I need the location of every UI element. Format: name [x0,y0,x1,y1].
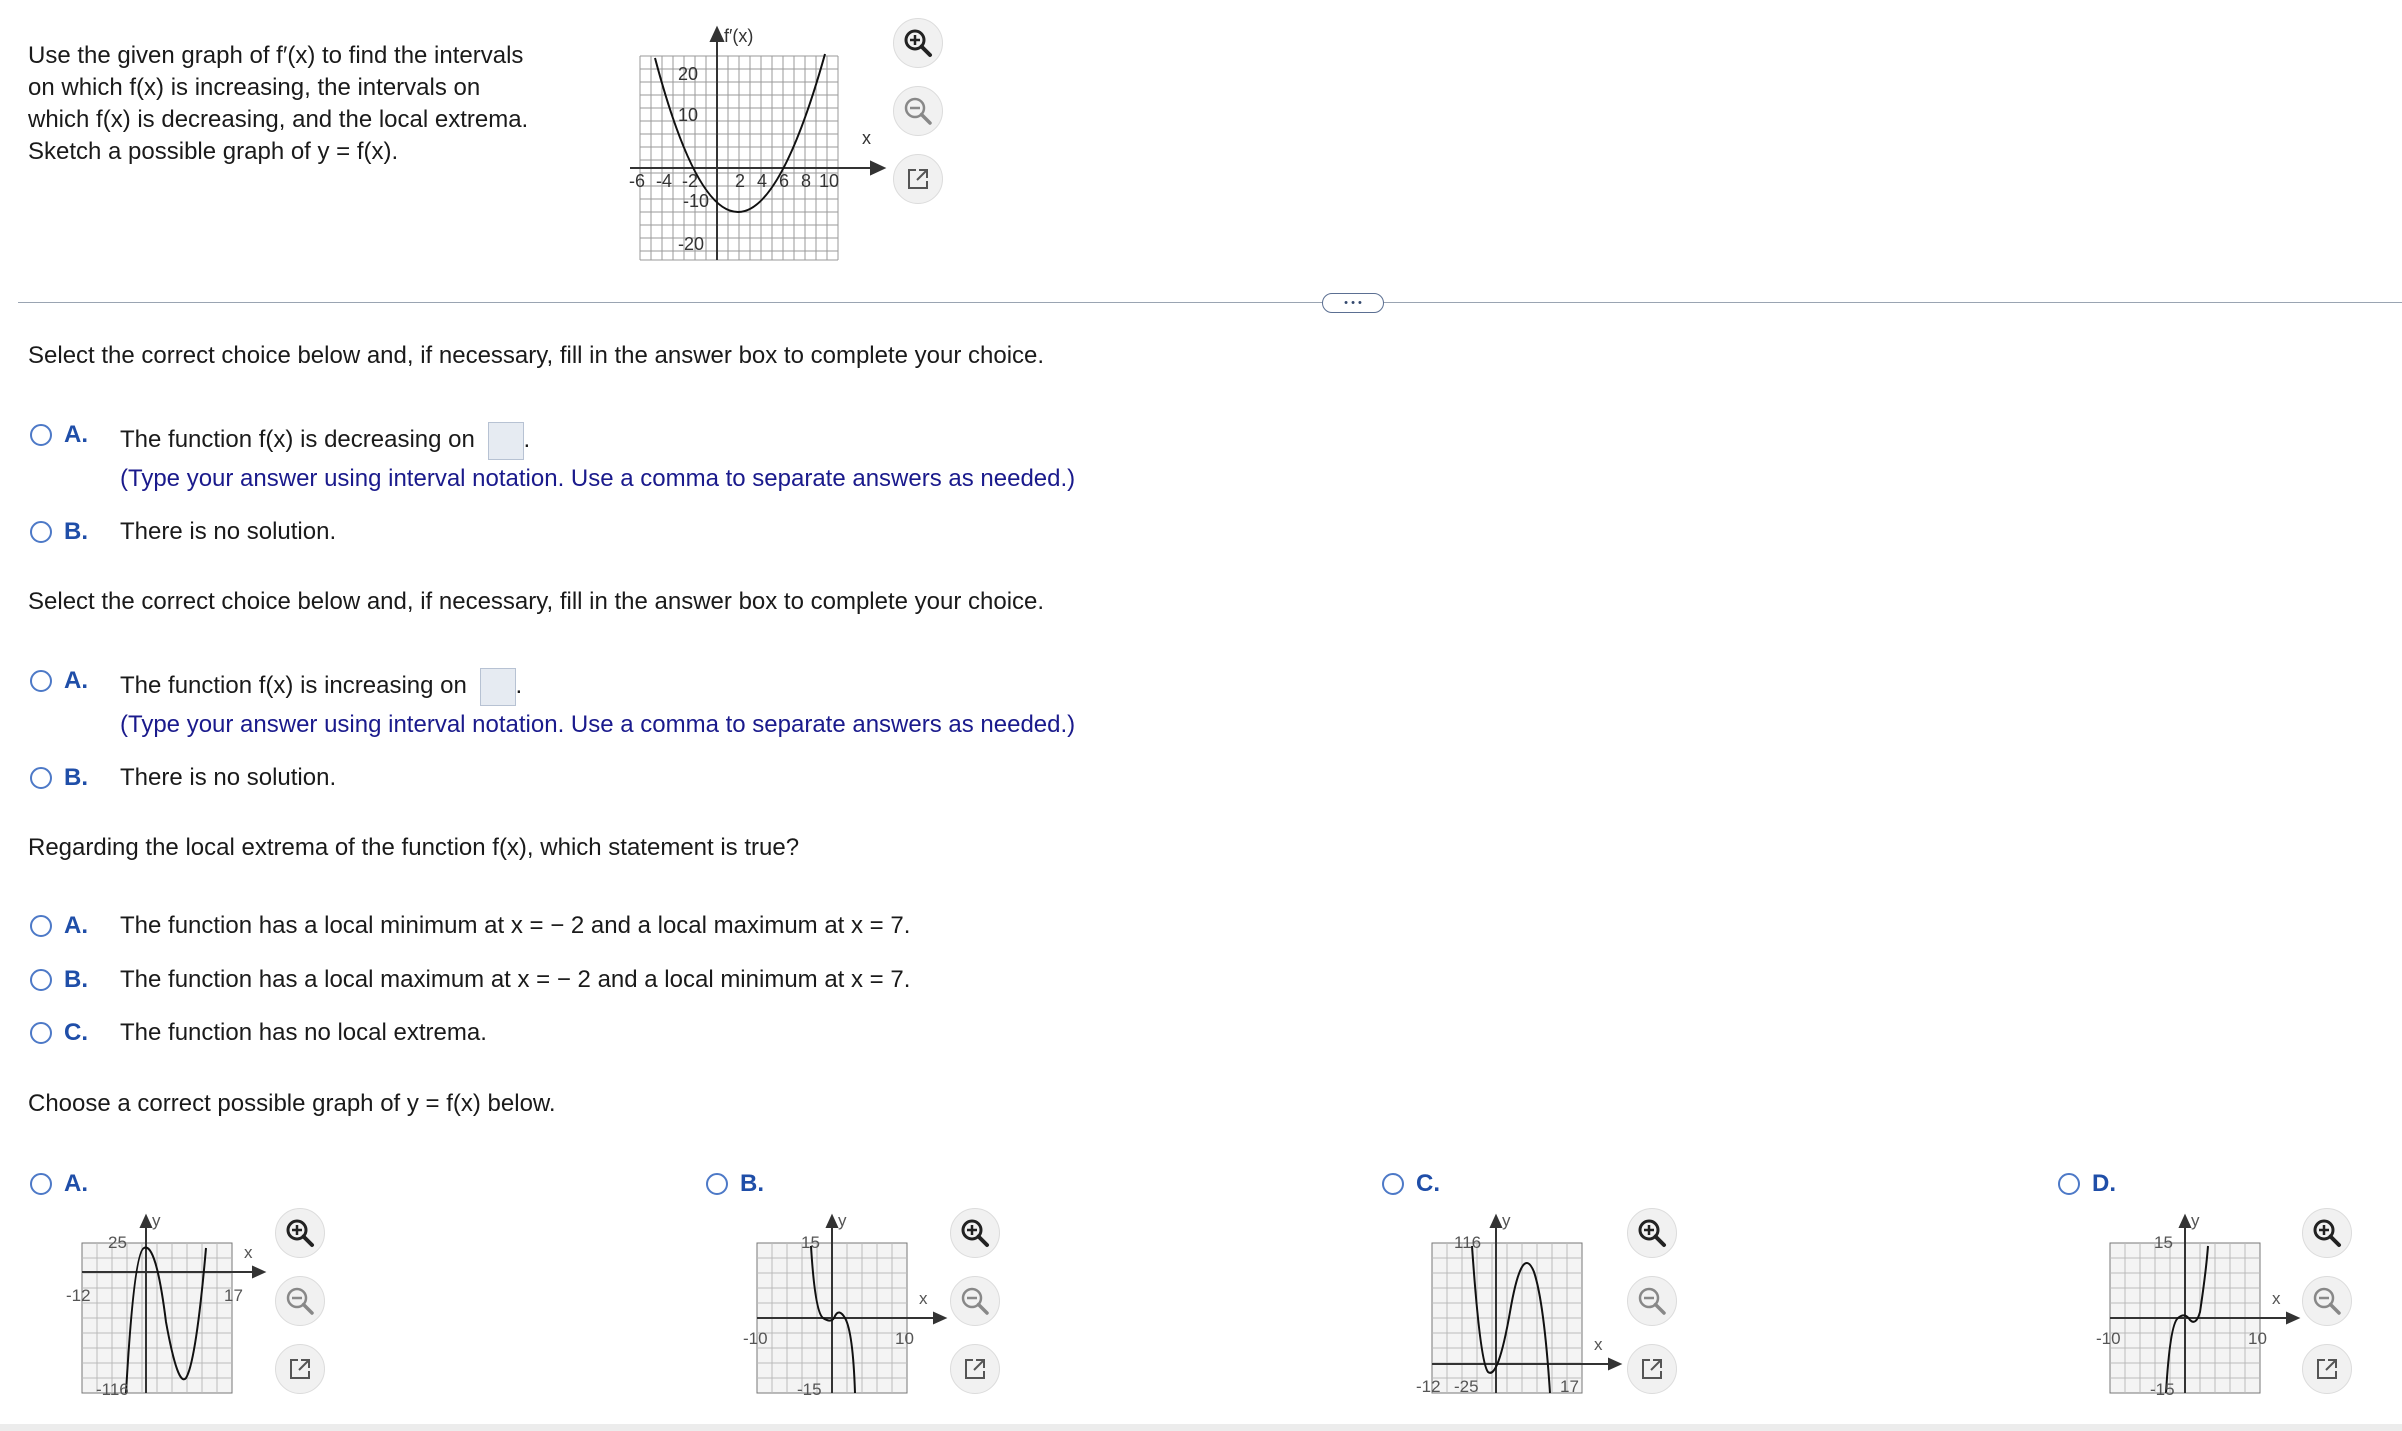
popout-button[interactable] [2302,1344,2352,1394]
tick-label: -25 [1454,1377,1479,1396]
tick-label: -15 [797,1380,822,1398]
tick-label: -15 [2150,1380,2175,1398]
zoom-in-button[interactable] [893,18,943,68]
radio-button[interactable] [30,1173,52,1195]
zoom-out-icon [959,1285,991,1317]
option-text: The function has a local maximum at x = − 2 and a local minimum at x = 7. [120,966,911,993]
x-tick: 4 [757,171,768,191]
prompt-line: on which f(x) is increasing, the intervals on [28,74,481,101]
part2-instruction: Select the correct choice below and, if necessary, fill in the answer box to complete your choice. [28,588,1045,615]
graph-option-a[interactable] [60,1212,270,1398]
divider-label: • • • [1344,297,1362,309]
increasing-answer-box[interactable] [480,668,516,706]
part2-option-b[interactable] [30,764,336,792]
zoom-in-button[interactable] [275,1208,325,1258]
option-letter: C. [64,1019,88,1046]
zoom-in-button[interactable] [950,1208,1000,1258]
part1-option-b[interactable] [30,518,336,546]
radio-button[interactable] [30,521,52,543]
part3-option-a[interactable] [30,912,910,940]
part4-option-d[interactable] [2058,1170,2130,1198]
x-tick: -6 [629,171,646,191]
zoom-in-icon [902,27,934,59]
zoom-out-icon [284,1285,316,1317]
graph-option-d[interactable] [2088,1212,2316,1398]
option-letter: A. [64,667,88,694]
option-suffix: . [523,426,531,453]
zoom-out-button[interactable] [2302,1276,2352,1326]
tick-label: -12 [1416,1377,1441,1396]
tick-label: -116 [96,1380,129,1398]
option-letter: C. [1416,1170,1440,1197]
radio-button[interactable] [2058,1173,2080,1195]
zoom-out-button[interactable] [1627,1276,1677,1326]
zoom-in-icon [2311,1217,2343,1249]
radio-button[interactable] [706,1173,728,1195]
prompt-line: Use the given graph of f′(x) to find the intervals [28,42,524,69]
question-prompt [28,40,588,168]
x-axis-label: x [2272,1289,2281,1308]
zoom-out-icon [902,95,934,127]
tick-label: 10 [2248,1329,2267,1348]
part3-option-b[interactable] [30,966,910,994]
popout-button[interactable] [1627,1344,1677,1394]
x-tick: 2 [735,171,746,191]
prompt-line: which f(x) is decreasing, and the local extrema. [28,106,529,133]
popout-icon [962,1356,988,1382]
part4-option-c[interactable] [1382,1170,1454,1198]
radio-button[interactable] [30,670,52,692]
tick-label: -12 [66,1286,91,1305]
popout-button[interactable] [893,154,943,204]
option-hint: (Type your answer using interval notation. Use a comma to separate answers as needed.) [120,710,1076,738]
graph-grid [640,56,838,260]
graph-option-b[interactable] [735,1212,965,1398]
tick-label: 10 [895,1329,914,1348]
part1-instruction: Select the correct choice below and, if necessary, fill in the answer box to complete your choice. [28,342,1045,369]
tick-label: 17 [224,1286,243,1305]
option-text: The function has no local extrema. [120,1019,487,1046]
y-axis-label: y [838,1212,847,1230]
zoom-out-button[interactable] [893,86,943,136]
option-letter: B. [64,966,88,993]
x-axis-label: x [919,1289,928,1308]
option-letter: D. [2092,1170,2116,1197]
radio-button[interactable] [30,915,52,937]
zoom-in-button[interactable] [1627,1208,1677,1258]
radio-button[interactable] [30,969,52,991]
option-text: The function f(x) is increasing on [120,672,467,699]
option-suffix: . [515,672,523,699]
part4-instruction: Choose a correct possible graph of y = f(x) below. [28,1090,556,1117]
option-letter: B. [64,518,88,545]
option-letter: A. [64,421,88,448]
part3-option-c[interactable] [30,1019,487,1047]
part3-instruction: Regarding the local extrema of the function f(x), which statement is true? [28,834,800,861]
option-text: There is no solution. [120,518,337,545]
zoom-out-icon [2311,1285,2343,1317]
part1-option-a[interactable] [30,421,1075,498]
zoom-in-button[interactable] [2302,1208,2352,1258]
x-tick: 10 [819,171,840,191]
option-text: There is no solution. [120,764,337,791]
zoom-out-button[interactable] [950,1276,1000,1326]
y-axis-label: f′(x) [724,26,754,46]
part4-option-a[interactable] [30,1170,102,1198]
zoom-in-icon [959,1217,991,1249]
popout-icon [2314,1356,2340,1382]
x-axis-label: x [244,1243,253,1262]
popout-icon [1639,1356,1665,1382]
radio-button[interactable] [30,767,52,789]
option-text: The function has a local minimum at x = − 2 and a local maximum at x = 7. [120,912,911,939]
option-letter: A. [64,912,88,939]
decreasing-answer-box[interactable] [488,422,524,460]
part2-option-a[interactable] [30,667,1075,744]
x-tick: -2 [682,171,699,191]
graph-option-c[interactable] [1410,1212,1640,1398]
popout-button[interactable] [275,1344,325,1394]
y-axis-label: y [1502,1212,1511,1230]
option-hint: (Type your answer using interval notation. Use a comma to separate answers as needed.) [120,464,1076,492]
y-tick: -10 [683,191,710,211]
tick-label: 17 [1560,1377,1579,1396]
y-axis-label: y [2191,1212,2200,1230]
option-letter: B. [64,764,88,791]
section-divider [18,302,2402,303]
x-axis-label: x [1594,1335,1603,1354]
radio-button[interactable] [1382,1173,1404,1195]
option-letter: A. [64,1170,88,1197]
zoom-out-icon [1636,1285,1668,1317]
x-tick: 8 [801,171,812,191]
x-axis-label: x [862,128,871,148]
tick-label: -10 [2096,1329,2121,1348]
y-axis-label: y [152,1212,161,1230]
radio-button[interactable] [30,1022,52,1044]
bottom-bar [0,1424,2402,1431]
y-tick: 20 [678,64,699,84]
tick-label: 25 [108,1233,127,1252]
zoom-in-icon [284,1217,316,1249]
popout-button[interactable] [950,1344,1000,1394]
zoom-in-icon [1636,1217,1668,1249]
y-tick: -20 [678,234,705,254]
radio-button[interactable] [30,424,52,446]
x-tick: 6 [779,171,790,191]
tick-label: 116 [1454,1233,1482,1252]
option-letter: B. [740,1170,764,1197]
y-tick: 10 [678,105,699,125]
expand-divider-button[interactable] [1322,293,1384,313]
popout-icon [905,166,931,192]
prompt-line: Sketch a possible graph of y = f(x). [28,138,399,165]
tick-label: 15 [801,1233,820,1252]
option-text: The function f(x) is decreasing on [120,426,475,453]
x-tick: -4 [656,171,673,191]
fprime-graph [620,18,890,263]
zoom-out-button[interactable] [275,1276,325,1326]
tick-label: 15 [2154,1233,2173,1252]
popout-icon [287,1356,313,1382]
part4-option-b[interactable] [706,1170,778,1198]
tick-label: -10 [743,1329,768,1348]
